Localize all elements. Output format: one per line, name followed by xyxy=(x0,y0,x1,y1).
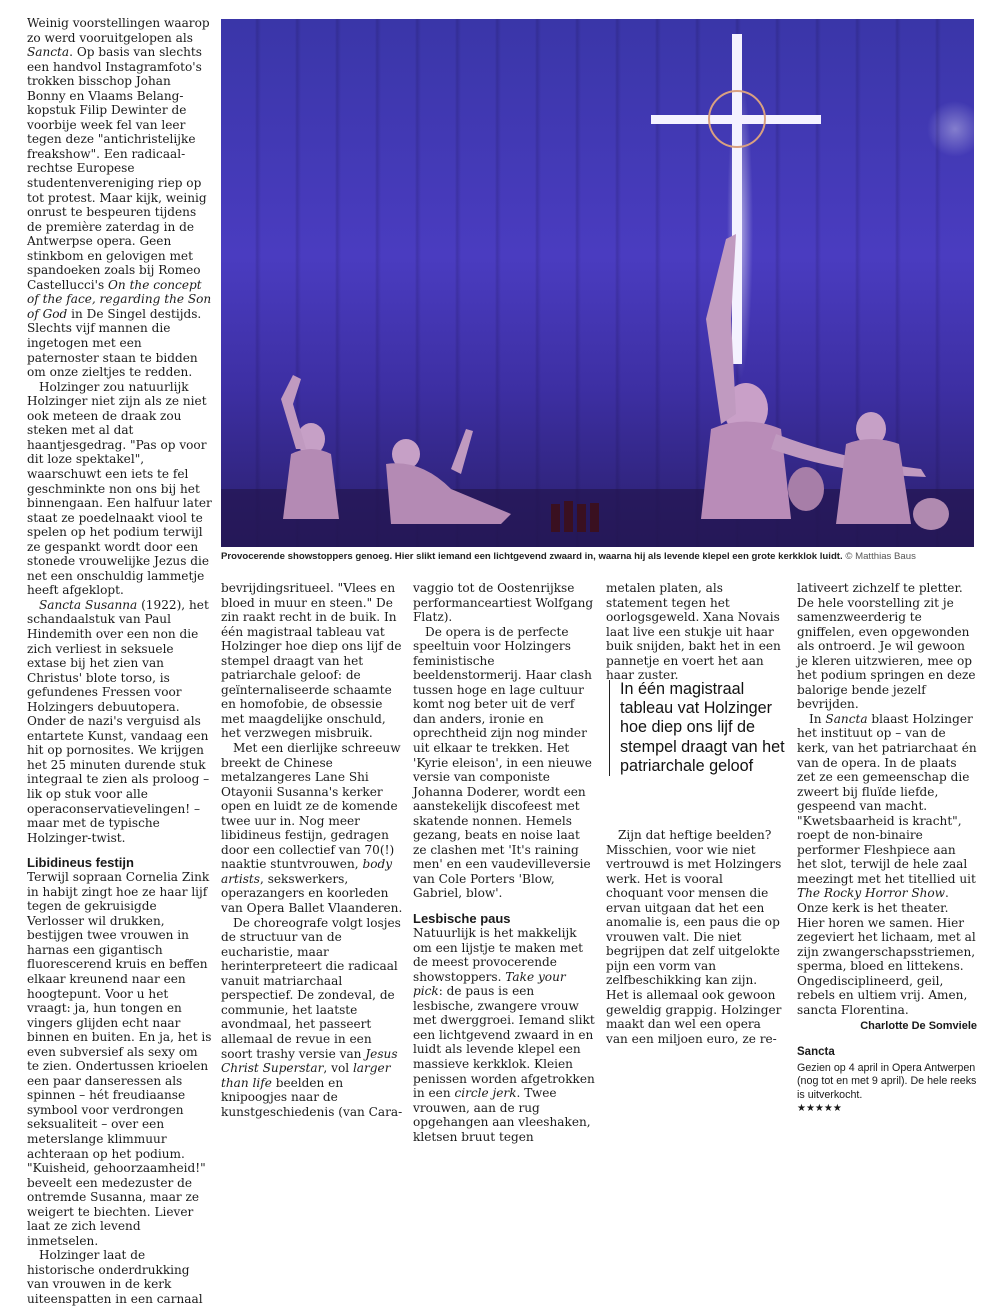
paragraph: De choreografe volgt losjes de structuur van de eucharistie, maar herinterpreteert die radicaal vanuit matriarchaal perspectief. De zondeval, de communie, het laatste avondmaal, het passeert allemaal de revue in een soort trashy versie van Jesus Christ Superstar, vol larger than life beelden en knipoogjes naar de kunstgeschiedenis (van Cara- xyxy=(221,915,403,1119)
stage-photo-illustration xyxy=(221,19,974,547)
paragraph: Terwijl sopraan Cornelia Zink in habijt zingt hoe ze haar lijf tegen de gekruisigde Verlosser wil drukken, bestijgen twee vrouwen in harnas een gigantisch fluorescerend kruis en beffen elkaar kreunend naar een hoogtepunt. Voor u het vraagt: ja, hun tongen en vingers glijden echt naar binnen en buiten. En ja, het is even subversief als sexy om te zien. Ondertussen krioelen een paar danseressen als spinnen – hét freudiaanse symbool voor verdrongen seksualiteit – over een meterslange klimmuur achteraan op het podium. "Kuisheid, gehoorzaamheid!" beveelt een medezuster de ontremde Susanna, maar ze weigert te biechten. Liever laat ze zich levend inmetselen. xyxy=(27,870,212,1248)
info-box xyxy=(797,1046,977,1116)
paragraph: De opera is de perfecte speeltuin voor Holzingers feministische beeldenstormerij. Haar clash tussen hoge en lage cultuur komt nog beter uit de verf dan anders, ironie en oprechtheid zijn nog minder uit elkaar te trekken. Het 'Kyrie eleison', in een nieuwe versie van componiste Johanna Doderer, wordt een aanstekelijk discofeest met skatende nonnen. Hemels gezang, beats en noise laat ze clashen met 'It's raining men' en een vaudevilleversie van Cole Porters 'Blow, Gabriel, blow'. xyxy=(413,624,592,901)
rating-stars: ★★★★★ xyxy=(797,1103,842,1115)
paragraph: Zijn dat heftige beelden? Misschien, voor wie niet vertrouwd is met Holzingers werk. Het is vooral choquant voor mensen die ervan uitgaan dat het een anomalie is, een paus die op vrouwen valt. Die niet begrijpen dat zelf uitgelokte pijn een vorm van zelfbeschikking kan zijn. Het is allemaal ook gewoon geweldig grappig. Holzinger maakt dan wel een opera van een miljoen euro, ze re- xyxy=(606,828,782,1046)
subheading-libidineus-festijn: Libidineus festijn xyxy=(27,855,134,871)
paragraph: Met een dierlijke schreeuw breekt de Chinese metalzangeres Lane Shi Otayonii Susanna's kerker open en luidt ze de komende twee uur in. Nog meer libidineus festijn, gedragen door een collectief van 70(!) naaktie stuntvrouwen, body artists, sekswerkers, operazangers en koorleden van Opera Ballet Vlaanderen. xyxy=(221,741,403,916)
paragraph: Holzinger laat de historische onderdrukking van vrouwen in de kerk uiteenspatten in een carnaal xyxy=(27,1248,203,1307)
article-column-1 xyxy=(27,16,213,1307)
paragraph: bevrijdingsritueel. "Vlees en bloed in muur en steen." De zin raakt recht in de buik. In één magistraal tableau vat Holzinger hoe diep ons lijf de stempel draagt van het patriarchale geloof: de geïnternaliseerde schaamte en homofobie, de obsessie met maagdelijke onschuld, het verzwegen misbruik. xyxy=(221,581,402,741)
paragraph: In Sancta blaast Holzinger het instituut op – van de kerk, van het patriarchaat én van de opera. In de plaats zet ze een gemeenschap die zweert bij fluïde liefde, gespeend van macht. "Kwetsbaarheid is kracht", roept de non-binaire performer Fleshpiece aan het slot, terwijl de hele zaal meezingt met het titellied uit The Rocky Horror Show. Onze kerk is het theater. Hier horen we samen. Hier zegeviert het lichaam, met al zijn zwangerschapsstriemen, sperma, bloed en littekens. Ongedisciplineerd, geil, rebels en ultiem vrij. Amen, sancta Florentina. xyxy=(797,711,977,1017)
article-column-4 xyxy=(606,581,783,683)
paragraph: Sancta Susanna (1922), het schandaalstuk van Paul Hindemith over een non die zich verliest in seksuele extase bij het zien van Christus' blote torso, is gefundenes Fressen voor Holzingers debuutopera. Onder de nazi's verguisd als entartete Kunst, vandaag een hit op pornosites. We krijgen het 25 minuten durende stuk integraal te zien als proloog – lik op stuk voor alle operaconservatievelingen! – maar met de typische Holzinger-twist. xyxy=(27,597,210,845)
article-column-2 xyxy=(221,581,404,1119)
article-column-4-continued xyxy=(606,828,783,1046)
stage-photo xyxy=(221,19,974,547)
article-column-3 xyxy=(413,581,596,1144)
paragraph: Natuurlijk is het makkelijk om een lijstje te maken met de meest provocerende showstoppers. Take your pick: de paus is een lesbische, zwangere vrouw met dwerggroei. Iemand slikt een lichtgevend zwaard in en luidt als levende klepel een massieve kerkklok. Kleien penissen worden afgetrokken in een circle jerk. Twee vrouwen, aan de rug opgehangen aan vleeshaken, kletsen bruut tegen xyxy=(413,926,595,1144)
photo-caption: Provocerende showstoppers genoeg. Hier slikt iemand een lichtgevend zwaard in, waarna hij als levende klepel een grote kerkklok luidt. © Matthias Baus xyxy=(221,551,916,562)
info-box-title: Sancta xyxy=(797,1045,835,1058)
paragraph: Weinig voorstellingen waarop zo werd vooruitgelopen als Sancta. Op basis van slechts een handvol Instagramfoto's trokken bisschop Johan Bonny en Vlaams Belang-kopstuk Filip Dewinter de voorbije week fel van leer tegen deze "antichristelijke freakshow". Een radicaal-rechtse Europese studentenvereniging riep op tot protest. Maar kijk, weinig onrust te bespeuren tijdens de première zaterdag in de Antwerpse opera. Geen stinkbom en gelovigen met spandoeken zoals bij Romeo Castellucci's On the concept of the face, regarding the Son of God in De Singel destijds. Slechts vijf mannen die ingetogen met een paternoster staan te bidden om onze zieltjes te redden. xyxy=(27,16,212,380)
subheading-lesbische-paus: Lesbische paus xyxy=(413,911,511,927)
pull-quote: In één magistraal tableau vat Holzinger hoe diep ons lijf de stempel draagt van het patriarchale geloof xyxy=(609,680,785,776)
photo-credit: © Matthias Baus xyxy=(845,551,916,562)
info-box-text: Gezien op 4 april in Opera Antwerpen (nog tot en met 9 april). De hele reeks is uitverkocht. xyxy=(797,1061,977,1101)
paragraph: Holzinger zou natuurlijk Holzinger niet zijn als ze niet ook meteen de draak zou steken met al dat haantjesgedrag. "Pas op voor dit loze spektakel", waarschuwt een iets te fel geschminkte non ons bij het binnengaan. Een halfuur later staat ze poedelnaakt viool te spelen op het podium terwijl ze gespankt wordt door een stonede vrouwelijke Jezus die net een onschuldig lammetje heeft afgeklopt. xyxy=(27,379,212,598)
author-byline: Charlotte De Somviele xyxy=(860,1020,977,1033)
paragraph: metalen platen, als statement tegen het oorlogsgeweld. Xana Novais laat live een stukje uit haar buik snijden, bakt het in een pannetje en voert het aan haar zuster. xyxy=(606,581,781,683)
paragraph: lativeert zichzelf te pletter. De hele voorstelling zit je samenzweerderig te gniffelen, even opgewonden als ontroerd. Je wil gewoon je kleren uitzwieren, mee op het podium springen en deze balorige bende jezelf bevrijden. xyxy=(797,581,976,712)
paragraph: vaggio tot de Oostenrijkse performanceartiest Wolfgang Flatz). xyxy=(413,581,594,625)
article-column-5 xyxy=(797,581,977,1116)
